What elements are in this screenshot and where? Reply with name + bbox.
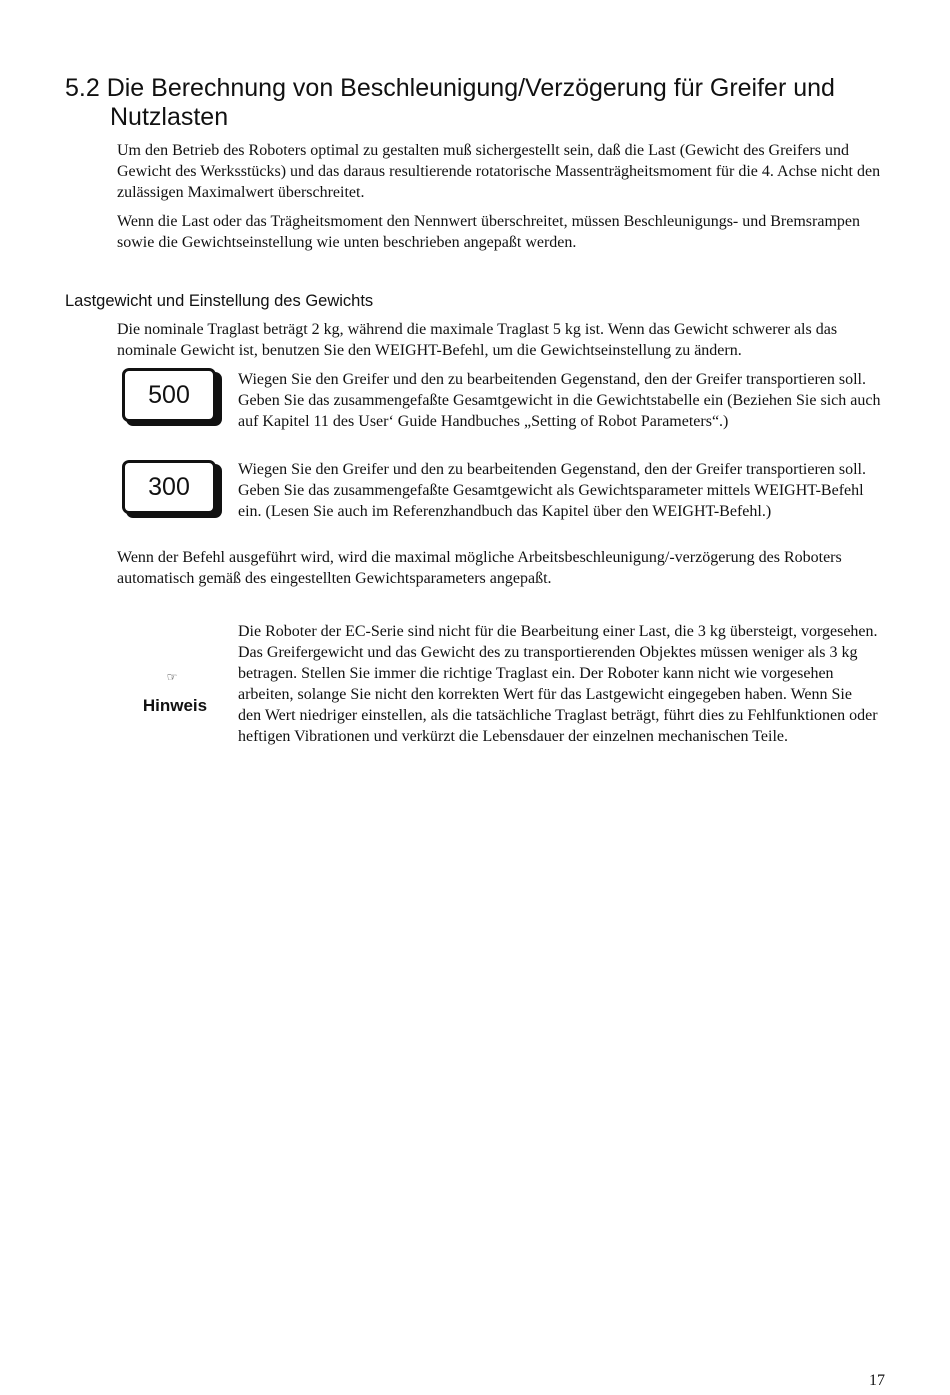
page-number: 17: [869, 1372, 885, 1389]
note-label: Hinweis: [142, 696, 208, 715]
intro-paragraph-2: Wenn die Last oder das Trägheitsmoment den Nennwert überschreitet, müssen Beschleunigungs- und Bremsrampen sowie die Gewichtseinstellung wie unten beschrieben angepaßt werden.: [117, 213, 860, 251]
model-badge-500: [122, 368, 222, 426]
subsection-paragraph: Die nominale Traglast beträgt 2 kg, während die maximale Traglast 5 kg ist. Wenn das Gewicht schwerer als das nominale Gewicht ist, benutzen Sie den WEIGHT-Befehl, um die Gewichtseinstellung zu ändern.: [117, 321, 838, 359]
pointing-hand-icon: ☞: [166, 670, 178, 684]
model-500-text: Wiegen Sie den Greifer und den zu bearbeitenden Gegenstand, den der Greifer transportieren soll. Geben Sie das zusammengefaßte Gesamtgewicht in die Gewichtstabelle ein (Beziehen Sie sich auch auf Kapitel 11 des User‘ Guide Handbuches „Setting of Robot Parameters“.): [238, 371, 881, 430]
section-heading-line1: 5.2 Die Berechnung von Beschleunigung/Verzögerung für Greifer und: [65, 74, 835, 102]
model-300-text: Wiegen Sie den Greifer und den zu bearbeitenden Gegenstand, den der Greifer transportieren soll. Geben Sie das zusammengefaßte Gesamtgewicht als Gewichtsparameter mittels WEIGHT-Befehl ein. (Lesen Sie auch im Referenzhandbuch das Kapitel über den WEIGHT-Befehl.): [238, 461, 866, 520]
intro-paragraph-1: Um den Betrieb des Roboters optimal zu gestalten muß sichergestellt sein, daß die Last (Gewicht des Greifers und Gewicht des Werksstücks) und das daraus resultierende rotatorische Massenträgheitsmoment für die 4. Achse nicht den zulässigen Maximalwert überschreitet.: [117, 142, 881, 201]
model-badge-300: [122, 460, 222, 518]
badge-label: 300: [122, 460, 216, 514]
section-heading-line2: Nutzlasten: [110, 103, 229, 131]
subsection-heading: Lastgewicht und Einstellung des Gewichts: [65, 292, 374, 310]
section-heading: [65, 74, 895, 132]
badge-label: 500: [122, 368, 216, 422]
after-paragraph: Wenn der Befehl ausgeführt wird, wird die maximal mögliche Arbeitsbeschleunigung/-verzögerung des Roboters automatisch gemäß des eingestellten Gewichtsparameters angepaßt.: [117, 549, 842, 587]
note-text: Die Roboter der EC-Serie sind nicht für die Bearbeitung einer Last, die 3 kg übersteigt, vorgesehen. Das Greifergewicht und das Gewicht des zu transportierenden Objektes müssen weniger als 3 kg betragen. Stellen Sie immer die richtige Traglast ein. Der Roboter kann nicht wie vorgesehen arbeiten, solange Sie nicht den korrekten Wert für das Lastgewicht eingegeben haben. Wenn Sie den Wert niedriger einstellen, als die tatsächliche Traglast beträgt, führt dies zu Fehlfunktionen oder heftigen Vibrationen und verkürzt die Lebensdauer der einzelnen mechanischen Teile.: [238, 623, 878, 745]
